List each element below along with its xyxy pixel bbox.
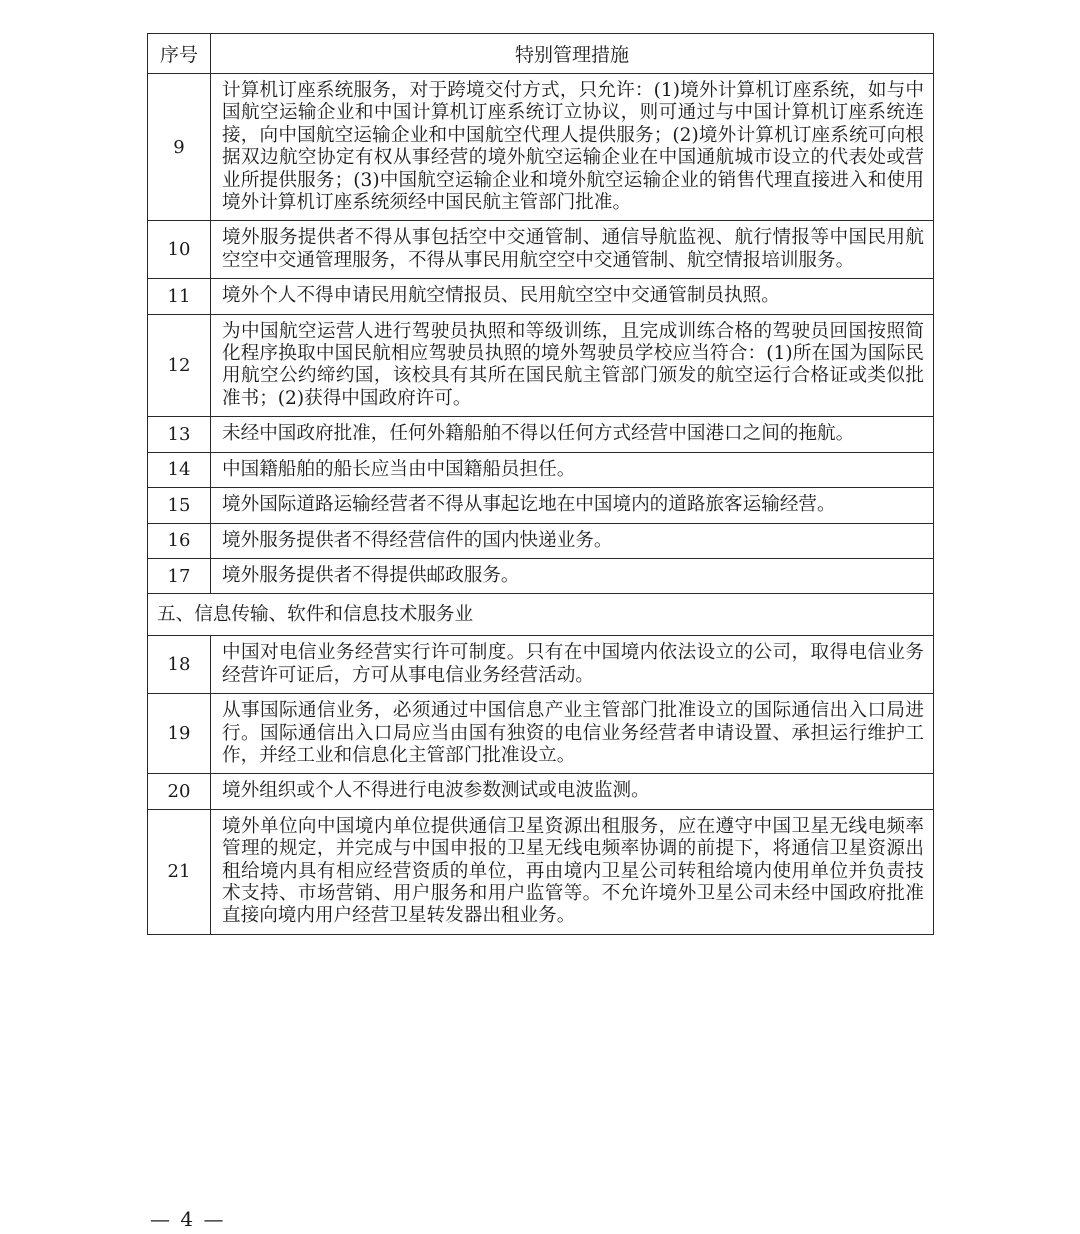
row-serial-number: 19 <box>148 694 211 774</box>
table-row <box>148 636 934 694</box>
table-body <box>148 74 934 935</box>
row-measure-text: 境外单位向中国境内单位提供通信卫星资源出租服务，应在遵守中国卫星无线电频率管理的规定，并完成与中国申报的卫星无线电频率协调的前提下，将通信卫星资源出租给境内具有相应经营资质的单位，再由境内卫星公司转租给境内使用单位并负责技术支持、市场营销、用户服务和用户监管等。不允许境外卫星公司未经中国政府批准直接向境内用户经营卫星转发器出租业务。 <box>211 809 934 934</box>
table-header-row <box>148 34 934 74</box>
row-serial-number: 14 <box>148 452 211 487</box>
row-serial-number: 13 <box>148 417 211 452</box>
row-measure-text: 为中国航空运营人进行驾驶员执照和等级训练，且完成训练合格的驾驶员回国按照简化程序换取中国民航相应驾驶员执照的境外驾驶员学校应当符合：(1)所在国为国际民用航空公约缔约国，该校具有其所在国民航主管部门颁发的航空运行合格证或类似批准书；(2)获得中国政府许可。 <box>211 314 934 417</box>
table-row <box>148 452 934 487</box>
table-row <box>148 774 934 809</box>
row-serial-number: 16 <box>148 523 211 558</box>
header-special-measures: 特别管理措施 <box>211 34 934 74</box>
table-row <box>148 558 934 593</box>
table-row <box>148 488 934 523</box>
row-serial-number: 9 <box>148 74 211 221</box>
row-serial-number: 11 <box>148 279 211 314</box>
row-measure-text: 从事国际通信业务，必须通过中国信息产业主管部门批准设立的国际通信出入口局进行。国际通信出入口局应当由国有独资的电信业务经营者申请设置、承担运行维护工作，并经工业和信息化主管部门批准设立。 <box>211 694 934 774</box>
header-serial-number: 序号 <box>148 34 211 74</box>
row-serial-number: 17 <box>148 558 211 593</box>
row-serial-number: 10 <box>148 221 211 279</box>
row-measure-text: 境外服务提供者不得提供邮政服务。 <box>211 558 934 593</box>
table-row <box>148 523 934 558</box>
page-number: — 4 — <box>150 1207 226 1231</box>
row-measure-text: 中国对电信业务经营实行许可制度。只有在中国境内依法设立的公司，取得电信业务经营许可证后，方可从事电信业务经营活动。 <box>211 636 934 694</box>
table-row <box>148 694 934 774</box>
row-measure-text: 境外组织或个人不得进行电波参数测试或电波监测。 <box>211 774 934 809</box>
row-serial-number: 15 <box>148 488 211 523</box>
table-row <box>148 279 934 314</box>
section-heading-row <box>148 594 934 636</box>
row-serial-number: 12 <box>148 314 211 417</box>
table-row <box>148 809 934 934</box>
table-row <box>148 314 934 417</box>
special-measures-table <box>147 33 934 935</box>
row-measure-text: 境外服务提供者不得经营信件的国内快递业务。 <box>211 523 934 558</box>
table-row <box>148 221 934 279</box>
row-measure-text: 未经中国政府批准，任何外籍船舶不得以任何方式经营中国港口之间的拖航。 <box>211 417 934 452</box>
row-serial-number: 21 <box>148 809 211 934</box>
row-measure-text: 境外个人不得申请民用航空情报员、民用航空空中交通管制员执照。 <box>211 279 934 314</box>
row-measure-text: 计算机订座系统服务，对于跨境交付方式，只允许：(1)境外计算机订座系统，如与中国航空运输企业和中国计算机订座系统订立协议，则可通过与中国计算机订座系统连接，向中国航空运输企业和中国航空代理人提供服务；(2)境外计算机订座系统可向根据双边航空协定有权从事经营的境外航空运输企业在中国通航城市设立的代表处或营业所提供服务；(3)中国航空运输企业和境外航空运输企业的销售代理直接进入和使用境外计算机订座系统须经中国民航主管部门批准。 <box>211 74 934 221</box>
row-serial-number: 20 <box>148 774 211 809</box>
row-measure-text: 境外国际道路运输经营者不得从事起讫地在中国境内的道路旅客运输经营。 <box>211 488 934 523</box>
table-row <box>148 417 934 452</box>
section-heading: 五、信息传输、软件和信息技术服务业 <box>148 594 934 636</box>
row-serial-number: 18 <box>148 636 211 694</box>
row-measure-text: 中国籍船舶的船长应当由中国籍船员担任。 <box>211 452 934 487</box>
table-row <box>148 74 934 221</box>
row-measure-text: 境外服务提供者不得从事包括空中交通管制、通信导航监视、航行情报等中国民用航空空中交通管理服务，不得从事民用航空空中交通管制、航空情报培训服务。 <box>211 221 934 279</box>
